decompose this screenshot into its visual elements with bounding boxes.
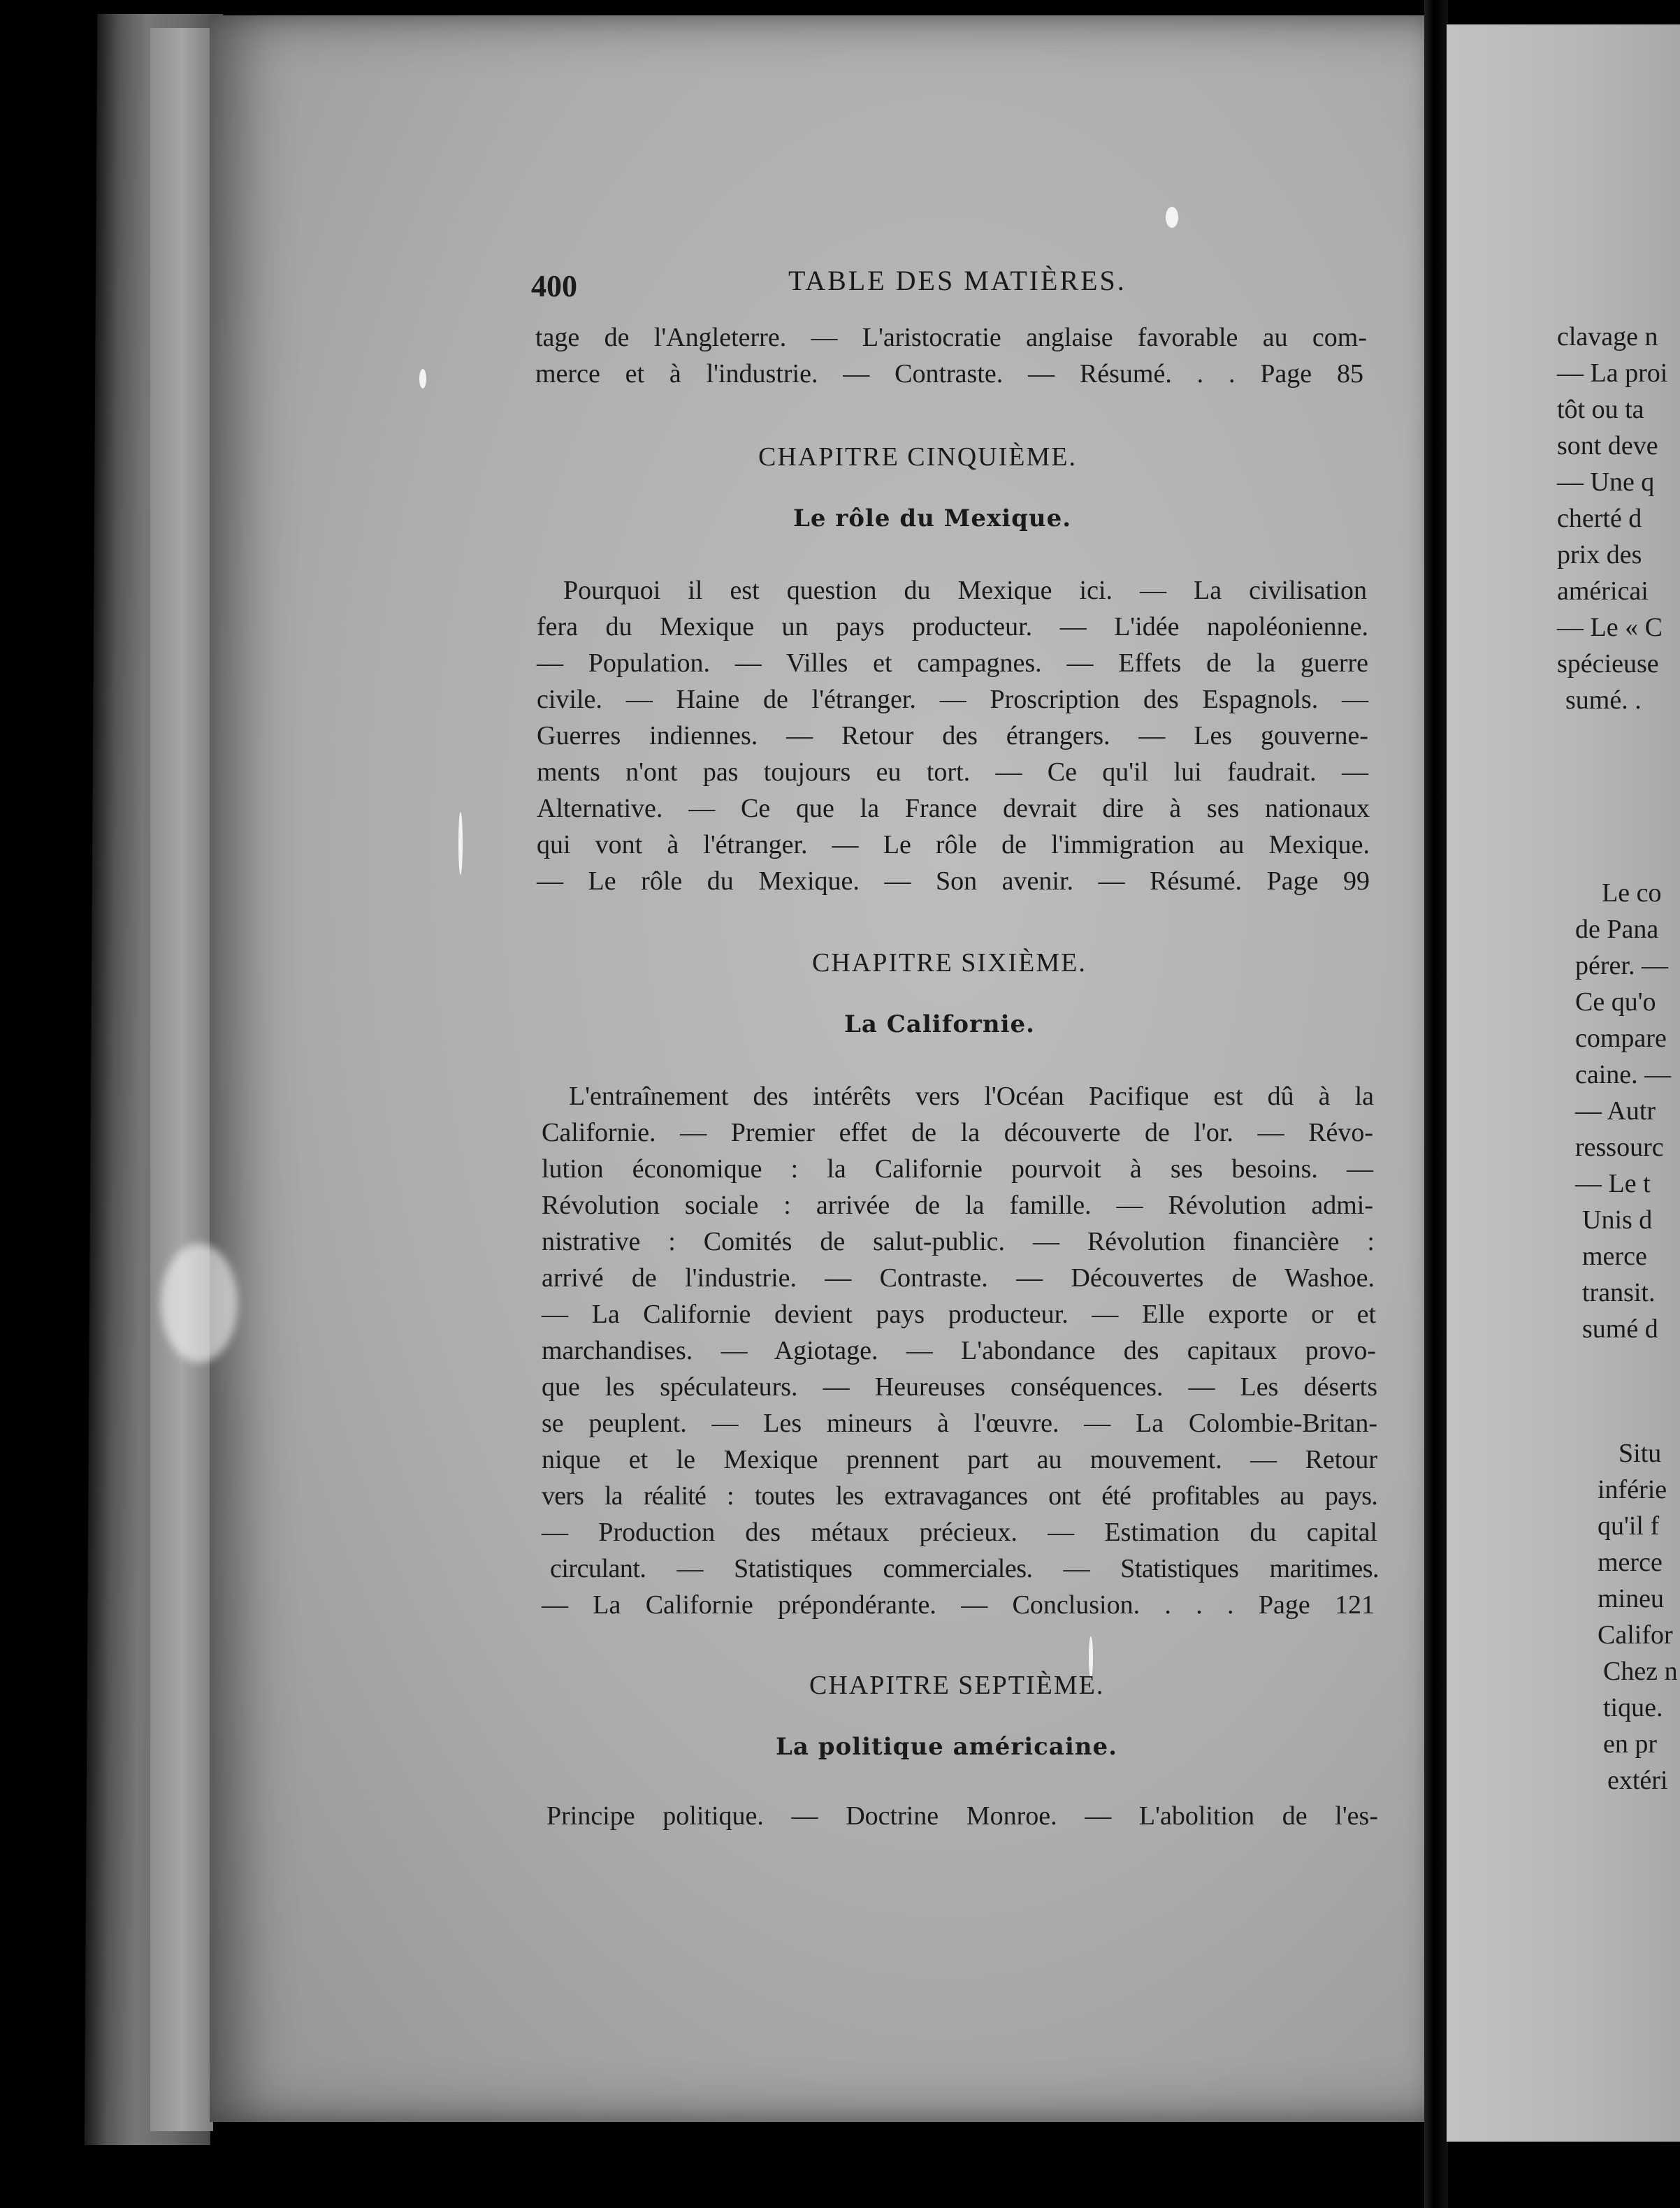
chapter-subtitle: La politique américaine.	[776, 1733, 1117, 1761]
text-line: fera du Mexique un pays producteur. — L'idée napoléonienne.	[537, 612, 1368, 641]
right-text-fragment: qu'il f	[1598, 1511, 1660, 1541]
right-text-fragment: américai	[1557, 576, 1649, 606]
text-line: merce et à l'industrie. — Contraste. — Résumé. . . Page 85	[535, 359, 1363, 388]
right-text-fragment: tôt ou ta	[1557, 395, 1644, 424]
running-title: TABLE DES MATIÈRES.	[788, 265, 1127, 296]
right-text-fragment: — Le t	[1575, 1169, 1651, 1198]
text-line: vers la réalité : toutes les extravagances ont été profitables au pays.	[542, 1481, 1377, 1511]
right-text-fragment: Ce qu'o	[1575, 987, 1656, 1017]
right-text-fragment: Chez n	[1603, 1657, 1678, 1686]
right-text-fragment: — La proi	[1557, 358, 1668, 388]
right-text-fragment: inférie	[1598, 1475, 1667, 1504]
text-line: — Le rôle du Mexique. — Son avenir. — Résumé. Page 99	[537, 866, 1370, 896]
right-text-fragment: sumé d	[1582, 1314, 1658, 1344]
right-text-fragment: compare	[1575, 1024, 1667, 1053]
chapter-heading: CHAPITRE SEPTIÈME.	[809, 1671, 1105, 1700]
right-text-fragment: clavage n	[1557, 322, 1658, 351]
page-number: 400	[531, 269, 577, 303]
text-line: — Production des métaux précieux. — Estimation du capital	[542, 1518, 1377, 1547]
chapter-heading: CHAPITRE CINQUIÈME.	[758, 442, 1077, 472]
text-line: L'entraînement des intérêts vers l'Océan Pacifique est dû à la	[569, 1082, 1374, 1111]
right-text-fragment: transit.	[1582, 1278, 1656, 1307]
right-text-fragment: extéri	[1607, 1766, 1668, 1795]
right-text-fragment: tique.	[1603, 1693, 1663, 1722]
text-line: Californie. — Premier effet de la découverte de l'or. — Révo-	[542, 1118, 1373, 1147]
right-text-fragment: en pr	[1603, 1729, 1658, 1759]
text-line: nistrative : Comités de salut-public. — Révolution financière :	[542, 1227, 1375, 1256]
right-text-fragment: — Une q	[1557, 467, 1655, 497]
book-edge-pages	[150, 28, 213, 2131]
paper-speck	[419, 369, 426, 388]
text-line: se peuplent. — Les mineurs à l'œuvre. — La Colombie-Britan-	[542, 1409, 1377, 1438]
text-line: qui vont à l'étranger. — Le rôle de l'immigration au Mexique.	[537, 830, 1370, 859]
text-line: ments n'ont pas toujours eu tort. — Ce qu'il lui faudrait. —	[537, 757, 1368, 787]
right-text-fragment: spécieuse	[1557, 649, 1659, 678]
right-text-fragment: ressourc	[1575, 1133, 1664, 1162]
right-text-fragment: caine. —	[1575, 1060, 1672, 1089]
right-text-fragment: merce	[1598, 1548, 1663, 1577]
text-line: civile. — Haine de l'étranger. — Proscription des Espagnols. —	[537, 685, 1368, 714]
chapter-subtitle: La Californie.	[844, 1010, 1036, 1038]
book-gutter	[1424, 0, 1448, 2208]
text-line: que les spéculateurs. — Heureuses conséquences. — Les déserts	[542, 1372, 1377, 1402]
text-line: — Population. — Villes et campagnes. — Effets de la guerre	[537, 648, 1368, 678]
right-text-fragment: Califor	[1598, 1620, 1673, 1650]
right-text-fragment: — Le « C	[1557, 613, 1663, 642]
text-line: Guerres indiennes. — Retour des étrangers. — Les gouverne-	[537, 721, 1368, 750]
text-line: — La Californie prépondérante. — Conclusion. . . . Page 121	[542, 1590, 1375, 1620]
text-line: circulant. — Statistiques commerciales. — Statistiques maritimes.	[550, 1554, 1379, 1583]
text-line: Révolution sociale : arrivée de la famille. — Révolution admi-	[542, 1191, 1373, 1220]
paper-speck	[1166, 207, 1178, 228]
right-text-fragment: cherté d	[1557, 504, 1642, 533]
text-line: — La Californie devient pays producteur. — Elle exporte or et	[542, 1300, 1376, 1329]
right-text-fragment: Unis d	[1582, 1205, 1653, 1235]
paper-tear	[161, 1244, 238, 1363]
text-line: Principe politique. — Doctrine Monroe. — L'abolition de l'es-	[546, 1801, 1378, 1831]
right-text-fragment: Situ	[1619, 1439, 1662, 1468]
right-text-fragment: Le co	[1602, 878, 1662, 908]
text-line: Alternative. — Ce que la France devrait dire à ses nationaux	[537, 794, 1370, 823]
text-line: lution économique : la Californie pourvoit à ses besoins. —	[542, 1154, 1373, 1184]
text-line: nique et le Mexique prennent part au mouvement. — Retour	[542, 1445, 1377, 1474]
right-text-fragment: — Autr	[1575, 1096, 1656, 1126]
text-line: tage de l'Angleterre. — L'aristocratie anglaise favorable au com-	[535, 323, 1367, 352]
right-text-fragment: sont deve	[1557, 431, 1658, 460]
paper-speck	[458, 812, 463, 875]
text-line: marchandises. — Agiotage. — L'abondance des capitaux provo-	[542, 1336, 1376, 1365]
chapter-subtitle: Le rôle du Mexique.	[793, 504, 1072, 532]
right-text-fragment: merce	[1582, 1242, 1647, 1271]
right-text-fragment: prix des	[1557, 540, 1642, 569]
text-line: Pourquoi il est question du Mexique ici. — La civilisation	[563, 576, 1367, 605]
chapter-heading: CHAPITRE SIXIÈME.	[812, 948, 1087, 978]
right-text-fragment: de Pana	[1575, 915, 1659, 944]
right-text-fragment: mineu	[1598, 1584, 1664, 1613]
right-text-fragment: pérer. —	[1575, 951, 1668, 980]
right-text-fragment: sumé. .	[1565, 685, 1642, 715]
text-line: arrivé de l'industrie. — Contraste. — Découvertes de Washoe.	[542, 1263, 1375, 1293]
